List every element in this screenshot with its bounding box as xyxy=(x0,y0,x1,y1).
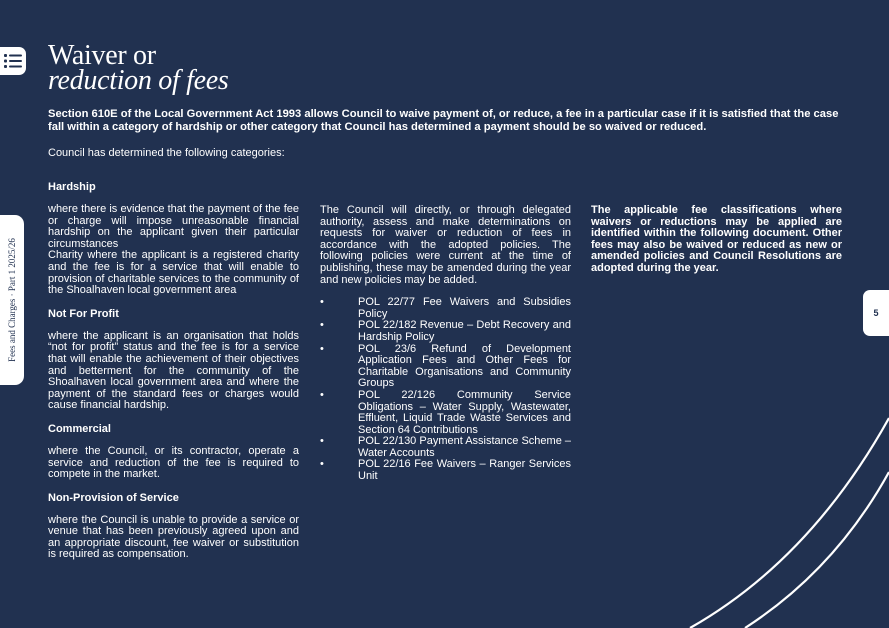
list-item: • POL 22/77 Fee Waivers and Subsidies Policy xyxy=(320,297,571,320)
category-heading: Hardship xyxy=(48,181,96,193)
page-title xyxy=(48,40,229,96)
category-not-for-profit xyxy=(48,308,299,412)
list-item: • POL 23/6 Refund of Development Application Fees and Other Fees for Charitable Organisations and Community Groups xyxy=(320,344,571,390)
note-paragraph: The applicable fee classifications where waivers or reductions may be applied are identified within the following document. Other fees may also be waived or reduced as new or amended policies and Council Resolutions are adopted during the year. xyxy=(591,204,842,274)
page-number: 5 xyxy=(873,308,879,318)
category-text: where the applicant is an organisation that holds “not for profit” status and the fee is for a service that will enable the achievement of their objectives and betterment for the community of the Shoalhaven local government area and where the payment of the standard fees or charges would cause financial hardship. xyxy=(48,329,299,412)
category-non-provision xyxy=(48,492,299,561)
page-title-line2: reduction of fees xyxy=(48,65,229,96)
document-section-label: Fees and Charges · Part 1 2025/26 xyxy=(7,238,18,362)
list-item: • POL 22/130 Payment Assistance Scheme – Water Accounts xyxy=(320,436,571,459)
intro-paragraph: Section 610E of the Local Government Act 1993 allows Council to waive payment of, or reduce, a fee in a particular case if it is satisfied that the case fall within a category of hardship or other category that Council has determined a payment should be so waived or reduced. xyxy=(48,108,839,133)
category-hardship xyxy=(48,181,299,297)
list-item: • POL 22/182 Revenue – Debt Recovery and Hardship Policy xyxy=(320,320,571,343)
list-item: • POL 22/126 Community Service Obligations – Water Supply, Wastewater, Effluent, Liquid Trade Waste Services and Section 64 Contributions xyxy=(320,390,571,436)
policy-column xyxy=(320,205,571,483)
categories-column xyxy=(48,181,299,572)
lead-paragraph: Council has determined the following categories: xyxy=(48,147,285,159)
page-title-line1: Waiver or xyxy=(48,40,156,71)
menu-list-icon xyxy=(4,53,22,69)
category-commercial xyxy=(48,423,299,481)
category-text: where the Council, or its contractor, operate a service and reduction of the fee is required to compete in the market. xyxy=(48,444,299,481)
category-heading: Not For Profit xyxy=(48,307,119,320)
document-section-tab[interactable] xyxy=(0,215,24,385)
page-number-tab xyxy=(863,290,889,336)
category-heading: Commercial xyxy=(48,422,111,435)
list-item: • POL 22/16 Fee Waivers – Ranger Services Unit xyxy=(320,459,571,482)
category-text: where the Council is unable to provide a service or venue that has been previously agreed upon and an appropriate discount, fee waiver or substitution is required as compensation. xyxy=(48,513,299,561)
policy-paragraph: The Council will directly, or through delegated authority, assess and make determinations on requests for waiver or reduction of fees in accordance with the adopted policies. The following policies were current at the time of publishing, these may be amended during the year and new policies may be added. xyxy=(320,204,571,286)
menu-button[interactable] xyxy=(0,47,26,75)
policy-list xyxy=(320,297,571,483)
category-text: Charity where the applicant is a registered charity and the fee is for a service that will enable to provision of charitable services to the community of the Shoalhaven local government area xyxy=(48,249,299,297)
category-text: where there is evidence that the payment of the fee or charge will impose unreasonable financial hardship on the applicant given their particular circumstances xyxy=(48,203,299,250)
category-heading: Non-Provision of Service xyxy=(48,491,179,504)
note-column xyxy=(591,205,842,275)
